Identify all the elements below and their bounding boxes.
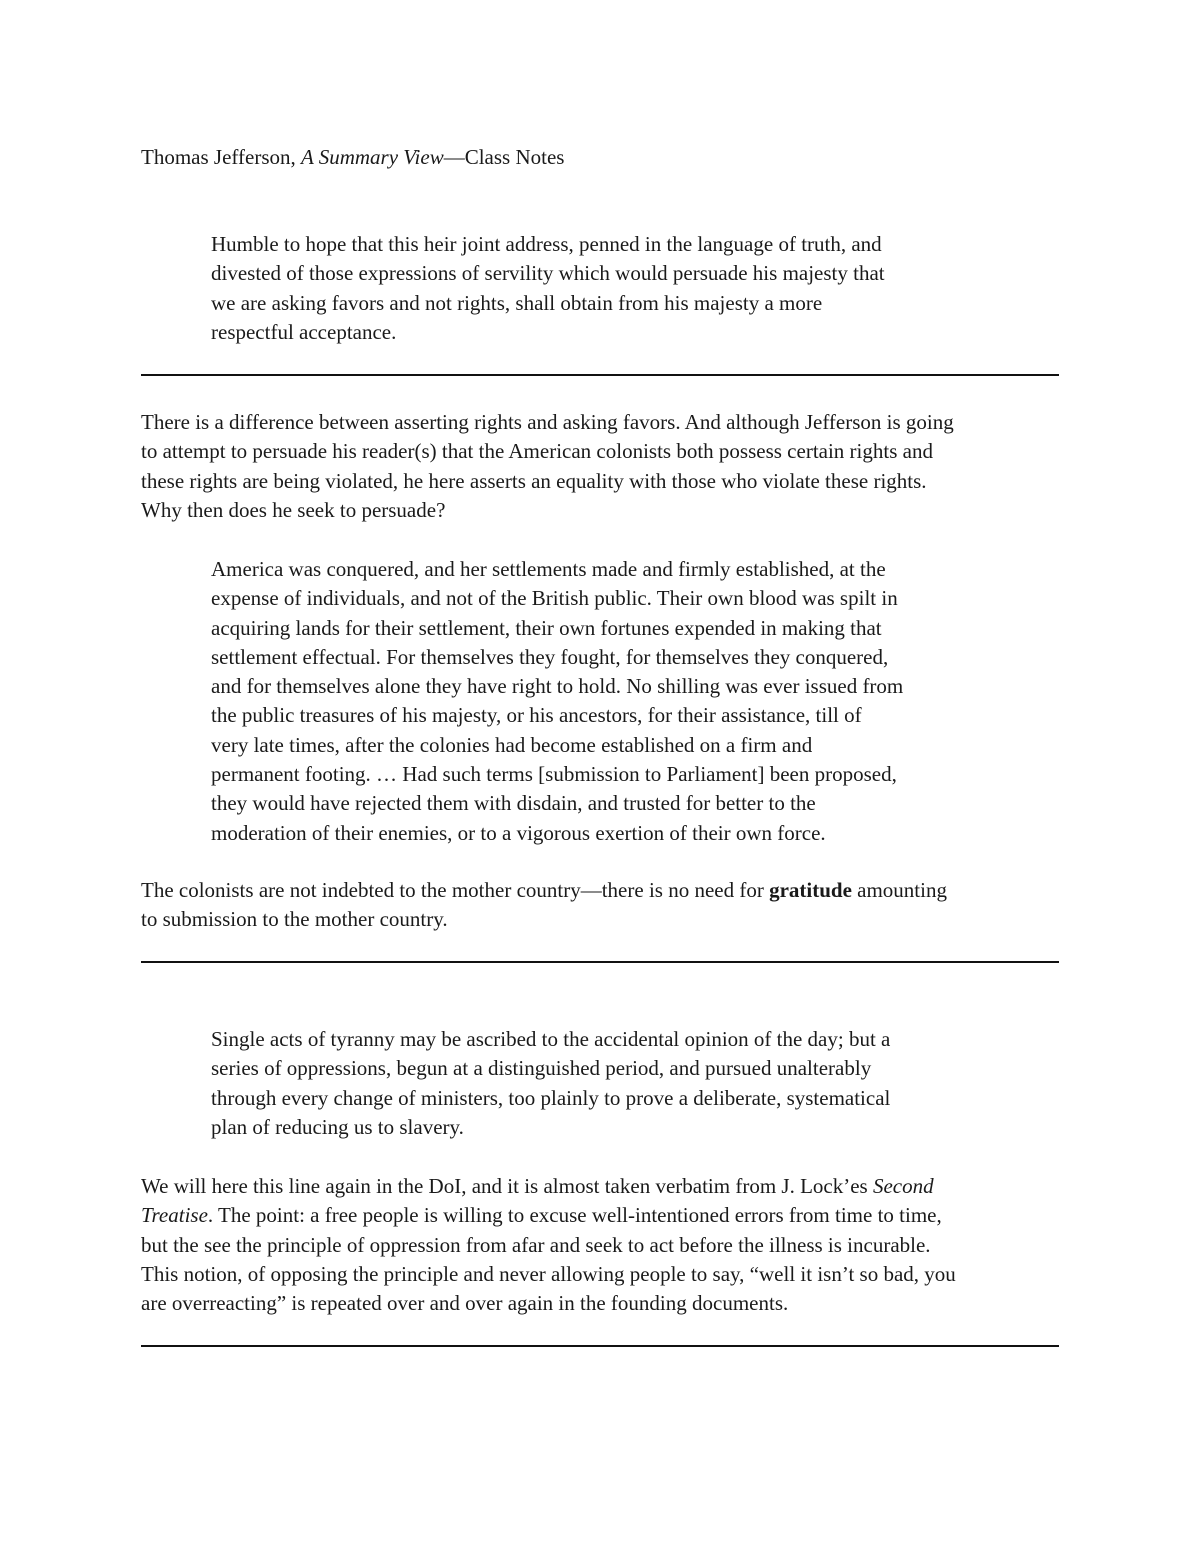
- quote-line: series of oppressions, begun at a distinguished period, and pursued unalterably: [211, 1056, 872, 1081]
- paragraph-line: [141, 1201, 956, 1230]
- block-quote-3: [211, 1025, 890, 1142]
- para2-text-after: amounting: [851, 878, 947, 902]
- paragraph-line: are overreacting” is repeated over and over again in the founding documents.: [141, 1291, 789, 1316]
- paragraph-3: [141, 1172, 956, 1318]
- quote-line: respectful acceptance.: [211, 319, 397, 344]
- quote-line: we are asking favors and not rights, shall obtain from his majesty a more: [211, 290, 823, 315]
- page-title: [141, 143, 564, 171]
- horizontal-rule: [141, 961, 1059, 963]
- horizontal-rule: [141, 1345, 1059, 1347]
- paragraph-line: these rights are being violated, he here asserts an equality with those who violate these rights.: [141, 468, 927, 493]
- paragraph-line: to submission to the mother country.: [141, 907, 448, 932]
- block-quote-2: [211, 555, 903, 848]
- paragraph-1: [141, 408, 954, 525]
- paragraph-line: This notion, of opposing the principle and never allowing people to say, “well it isn’t so bad, you: [141, 1261, 956, 1286]
- quote-line: Single acts of tyranny may be ascribed to the accidental opinion of the day; but a: [211, 1027, 891, 1051]
- paragraph-line: Why then does he seek to persuade?: [141, 497, 446, 522]
- quote-line: they would have rejected them with disdain, and trusted for better to the: [211, 791, 816, 816]
- quote-line: moderation of their enemies, or to a vigorous exertion of their own force.: [211, 820, 826, 845]
- quote-line: acquiring lands for their settlement, their own fortunes expended in making that: [211, 615, 882, 640]
- quote-line: the public treasures of his majesty, or his ancestors, for their assistance, till of: [211, 703, 862, 728]
- title-suffix: —Class Notes: [443, 145, 565, 169]
- quote-line: expense of individuals, and not of the British public. Their own blood was spilt in: [211, 586, 898, 611]
- paragraph-line: [141, 876, 947, 905]
- paragraph-line: There is a difference between asserting rights and asking favors. And although Jefferson is going: [141, 410, 954, 434]
- para2-bold-term: gratitude: [769, 878, 852, 902]
- quote-line: permanent footing. … Had such terms [submission to Parliament] been proposed,: [211, 762, 897, 787]
- quote-line: divested of those expressions of servility which would persuade his majesty that: [211, 261, 885, 286]
- para3-italic-title: Second: [872, 1174, 934, 1198]
- quote-line: Humble to hope that this heir joint address, penned in the language of truth, and: [211, 232, 882, 256]
- para3-italic-title-cont: Treatise: [141, 1203, 208, 1228]
- paragraph-line: but the see the principle of oppression from afar and seek to act before the illness is incurable.: [141, 1232, 931, 1257]
- quote-line: very late times, after the colonies had become established on a firm and: [211, 732, 813, 757]
- title-italic: A Summary View: [301, 145, 444, 169]
- quote-line: America was conquered, and her settlements made and firmly established, at the: [211, 557, 886, 581]
- horizontal-rule: [141, 374, 1059, 376]
- quote-line: plan of reducing us to slavery.: [211, 1114, 464, 1139]
- paragraph-line: [141, 1172, 956, 1201]
- quote-line: through every change of ministers, too plainly to prove a deliberate, systematical: [211, 1085, 891, 1110]
- para3-text-after: . The point: a free people is willing to excuse well-intentioned errors from time to time,: [207, 1203, 942, 1228]
- paragraph-2: [141, 876, 947, 935]
- title-prefix: Thomas Jefferson,: [141, 145, 301, 169]
- paragraph-line: to attempt to persuade his reader(s) that the American colonists both possess certain rights and: [141, 439, 933, 464]
- quote-line: settlement effectual. For themselves they fought, for themselves they conquered,: [211, 644, 889, 669]
- quote-line: and for themselves alone they have right to hold. No shilling was ever issued from: [211, 674, 904, 699]
- para2-text-before: The colonists are not indebted to the mother country—there is no need for: [141, 878, 770, 902]
- para3-text-before: We will here this line again in the DoI, and it is almost taken verbatim from J. Lock’es: [141, 1174, 873, 1198]
- block-quote-1: [211, 230, 885, 347]
